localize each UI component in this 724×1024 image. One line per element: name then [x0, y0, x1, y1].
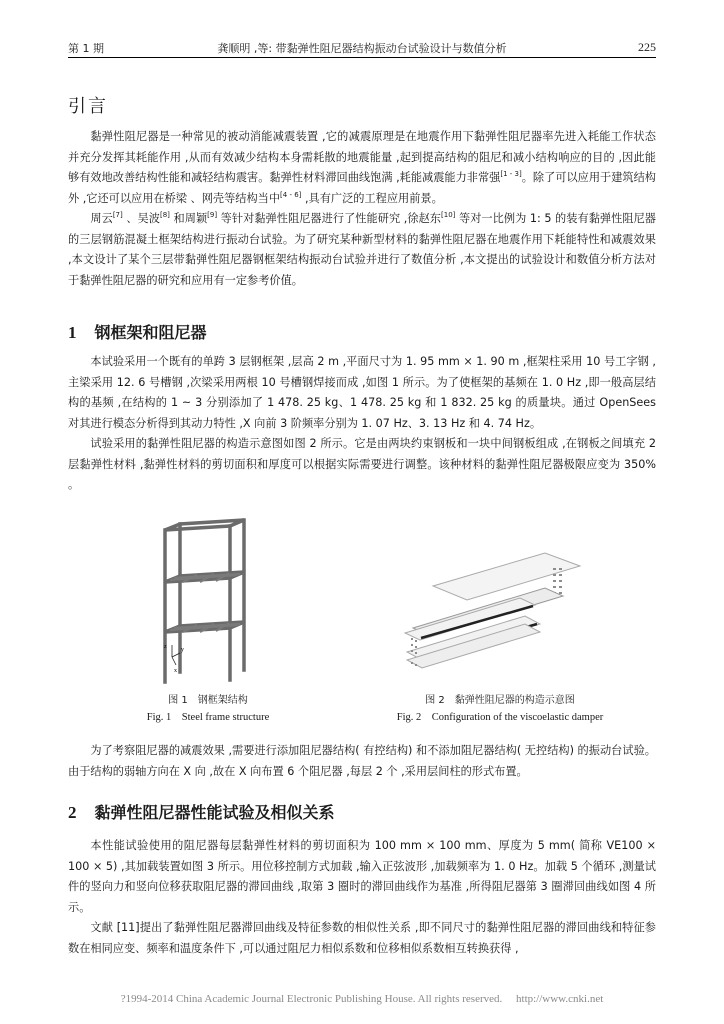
header-running-title: 龚顺明 ,等: 带黏弹性阻尼器结构振动台试验设计与数值分析 [217, 42, 507, 55]
citation: [4 - 6] [280, 190, 302, 199]
section-1-paragraph-2: 试验采用的黏弹性阻尼器的构造示意图如图 2 所示。它是由两块约束钢板和一块中间钢板组成 ,在钢板之间填充 2 层黏弹性材料 ,黏弹性材料的剪切面积和厚度可以根据实际需要进行调整。该种材料的黏弹性阻尼器极限应变为 350% 。 [68, 437, 656, 491]
figure-2-caption-en: Fig. 2 Configuration of the viscoelastic damper [396, 712, 604, 723]
section-2-paragraph-2: 文献 [11]提出了黏弹性阻尼器滞回曲线及特征参数的相似性关系 ,即不同尺寸的黏弹性阻尼器的滞回曲线和特征参数在相同应变、频率和温度条件下 ,可以通过阻尼力相似系数和位移相似系数相互转换获得 , [68, 921, 656, 955]
intro-paragraph-2: 周云[7] 、吴波[8] 和周颖[9] 等针对黏弹性阻尼器进行了性能研究 ,徐赵东[10] 等对一比例为 1: 5 的装有黏弹性阻尼器的三层钢筋混凝土框架结构进行振动台试验。为了研究某种新型材料的黏弹性阻尼器在地震作用下耗能特性和减震效果 ,本文设计了某个三层带黏弹性阻尼器钢框架结构振动台试验并进行了数值分析 ,本文提出的试验设计和数值分析方法对于黏弹性阻尼器的研究和应用有一定参考价值。 [68, 211, 656, 287]
section-1-body-continued [68, 741, 656, 782]
citation: [7] [112, 211, 123, 219]
figure-2-caption [370, 692, 630, 726]
damper-configuration-figure [395, 548, 590, 688]
citation: [8] [160, 211, 170, 219]
intro-body [68, 127, 656, 291]
header-issue: 第 1 期 [68, 42, 104, 55]
header-rule [68, 57, 656, 58]
header-page-number: 225 [638, 40, 656, 54]
intro-paragraph-1: 黏弹性阻尼器是一种常见的被动消能减震装置 ,它的减震原理是在地震作用下黏弹性阻尼器率先进入耗能工作状态并充分发挥其耗能作用 ,从而有效减少结构本身需耗散的地震能量 ,起到提高结构的阻尼和减小结构响应的目的 ,因此能够有效地改善结构性能和减轻结构震害。黏弹性材料滞回曲线饱满 ,耗能减震能力非常强[1 - 3]。除了可以应用于建筑结构外 ,它还可以应用在桥梁 、网壳等结构当中[4 - 6] ,具有广泛的工程应用前景。 [68, 130, 656, 205]
section-1-paragraph-3: 为了考察阻尼器的减震效果 ,需要进行添加阻尼器结构( 有控结构) 和不添加阻尼器结构( 无控结构) 的振动台试验。由于结构的弱轴方向在 X 向 ,故在 X 向布置 6 个阻尼器 ,每层 2 个 ,采用层间柱的形式布置。 [68, 744, 656, 778]
section-2-body [68, 836, 656, 959]
citation: [10] [441, 211, 456, 219]
section-title: 黏弹性阻尼器性能试验及相似关系 [94, 803, 335, 822]
section-1-heading [68, 320, 207, 343]
figure-1-caption-cn: 图 1 钢框架结构 [168, 695, 248, 706]
axis-y-label: y [181, 647, 184, 653]
figure-1-caption [103, 692, 313, 726]
intro-heading: 引言 [68, 96, 108, 117]
figure-1-caption-en: Fig. 1 Steel frame structure [146, 712, 270, 723]
section-number: 2 [68, 803, 77, 822]
section-1-body [68, 352, 656, 496]
axis-x-label: x [174, 668, 177, 674]
figure-2-caption-cn: 图 2 黏弹性阻尼器的构造示意图 [425, 695, 575, 706]
section-number: 1 [68, 323, 77, 342]
section-2-heading [68, 800, 335, 823]
steel-frame-figure [140, 512, 270, 690]
section-title: 钢框架和阻尼器 [94, 323, 207, 342]
publisher-footer: ?1994-2014 China Academic Journal Electronic Publishing House. All rights reserved. http://www.cnki.net [120, 993, 604, 1005]
section-1-paragraph-1: 本试验采用一个既有的单跨 3 层钢框架 ,层高 2 m ,平面尺寸为 1. 95 mm × 1. 90 m ,框架柱采用 10 号工字钢 ,主梁采用 12. 6 号槽钢 ,次梁采用两根 10 号槽钢焊接而成 ,如图 1 所示。为了使框架的基频在 1. 0 Hz ,即一般高层结构的基频 ,在结构的 1 ~ 3 分别添加了 1 478. 25 kg、1 478. 25 kg 和 1 832. 25 kg 的质量块。通过 OpenSees 对其进行模态分析得到其动力特性 ,X 向前 3 阶频率分别为 1. 07 Hz、3. 13 Hz 和 4. 74 Hz。 [68, 355, 656, 430]
citation: [9] [207, 211, 218, 219]
axis-z-label: z [164, 644, 167, 650]
citation: [1 - 3] [500, 170, 522, 178]
section-2-paragraph-1: 本性能试验使用的阻尼器每层黏弹性材料的剪切面积为 100 mm × 100 mm、厚度为 5 mm( 简称 VE100 × 100 × 5) ,其加载装置如图 3 所示。用位移控制方式加载 ,输入正弦波形 ,加载频率为 1. 0 Hz。加载 5 个循环 ,测量试件的竖向力和竖向位移获取阻尼器的滞回曲线 ,取第 3 圈时的滞回曲线作为基准 ,所得阻尼器第 3 圈滞回曲线如图 4 所示。 [68, 839, 656, 914]
